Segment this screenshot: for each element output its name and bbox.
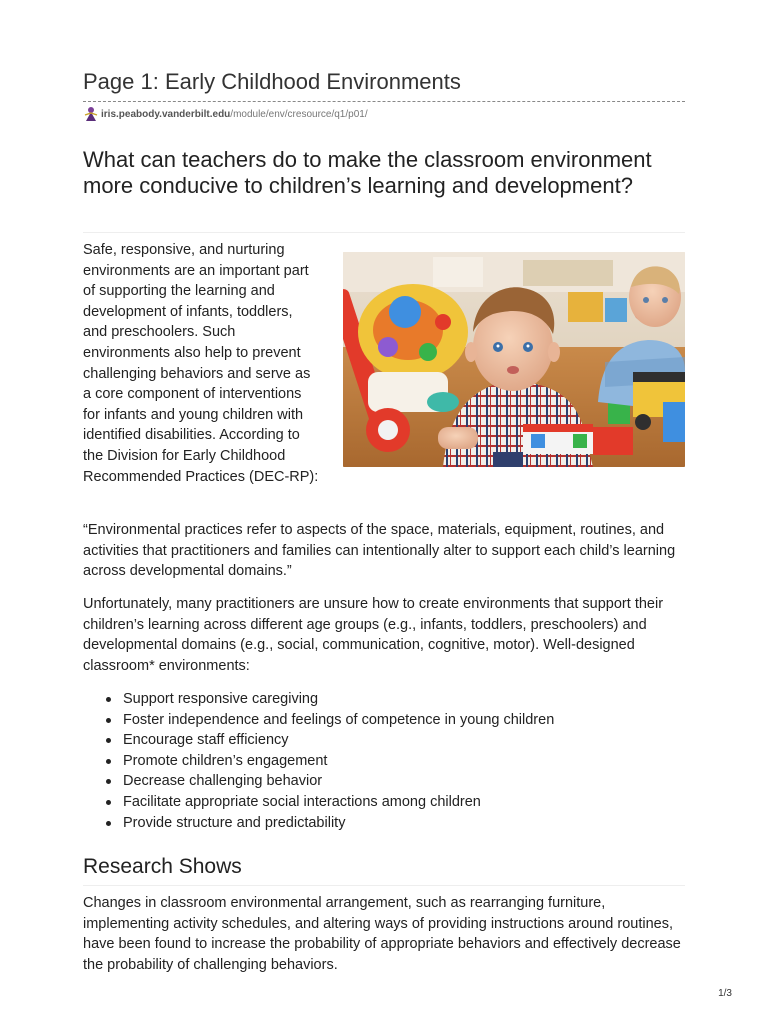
- list-item-text: Foster independence and feelings of competence in young children: [123, 711, 555, 728]
- list-item: [83, 730, 685, 751]
- bullet-icon: [106, 800, 111, 805]
- children-classroom-photo: [343, 252, 685, 467]
- list-item: [83, 689, 685, 710]
- list-item: [83, 792, 685, 813]
- practitioners-paragraph: Unfortunately, many practitioners are unsure how to create environments that support their children’s learning across different age groups (e.g., infants, toddlers, preschoolers) and developmental domains (e.g., social, communication, cognitive, motor). Well-designed classroom* environments:: [83, 596, 664, 674]
- benefits-list: [83, 689, 685, 833]
- list-item-text: Provide structure and predictability: [123, 814, 346, 831]
- list-item: [83, 710, 685, 731]
- list-item-text: Support responsive caregiving: [123, 691, 319, 707]
- page-number: 1/3: [718, 988, 732, 999]
- question-divider: [83, 232, 685, 233]
- research-paragraph: Changes in classroom environmental arrangement, such as rearranging furniture, implementing activity schedules, and altering ways of providing instructions around routines, have been found to increase the probability of appropriate behaviors and effectively decrease the probability of challenging behaviors.: [83, 895, 681, 973]
- bullet-icon: [106, 759, 111, 764]
- list-item: [83, 751, 685, 772]
- bullet-icon: [106, 718, 111, 723]
- page-title: Page 1: Early Childhood Environments: [83, 69, 461, 94]
- list-item: [83, 771, 685, 792]
- research-divider: [83, 885, 685, 886]
- bullet-icon: [106, 738, 111, 743]
- list-item-text: Facilitate appropriate social interactions among children: [123, 793, 481, 810]
- bullet-icon: [106, 697, 111, 702]
- list-item-text: Promote children’s engagement: [123, 752, 328, 769]
- list-item-text: Encourage staff efficiency: [123, 732, 289, 749]
- iris-logo-icon: [83, 106, 99, 122]
- dec-rp-quote: “Environmental practices refer to aspects of the space, materials, equipment, routines, and activities that practitioners and families can intentionally alter to support each child’s learning across developmental domains.”: [83, 522, 676, 579]
- intro-paragraph: Safe, responsive, and nurturing environments are an important part of supporting the learning and development of infants, toddlers, and preschoolers. Such environments also help to prevent challenging behaviors and serve as a core component of interventions for infants and young children with identified disabilities. According to the Division for Early Childhood Recommended Practices (DEC-RP):: [83, 242, 319, 485]
- title-divider: [83, 101, 685, 102]
- source-domain[interactable]: iris.peabody.vanderbilt.edu: [101, 108, 231, 120]
- source-link[interactable]: [83, 106, 368, 122]
- source-path[interactable]: /module/env/cresource/q1/p01/: [230, 108, 368, 120]
- list-item-text: Decrease challenging behavior: [123, 773, 323, 790]
- bullet-icon: [106, 821, 111, 826]
- bullet-icon: [106, 779, 111, 784]
- section-question-heading: What can teachers do to make the classroom environment more conducive to children’s learning and development?: [83, 147, 652, 198]
- research-heading: Research Shows: [83, 855, 242, 878]
- list-item: [83, 813, 685, 834]
